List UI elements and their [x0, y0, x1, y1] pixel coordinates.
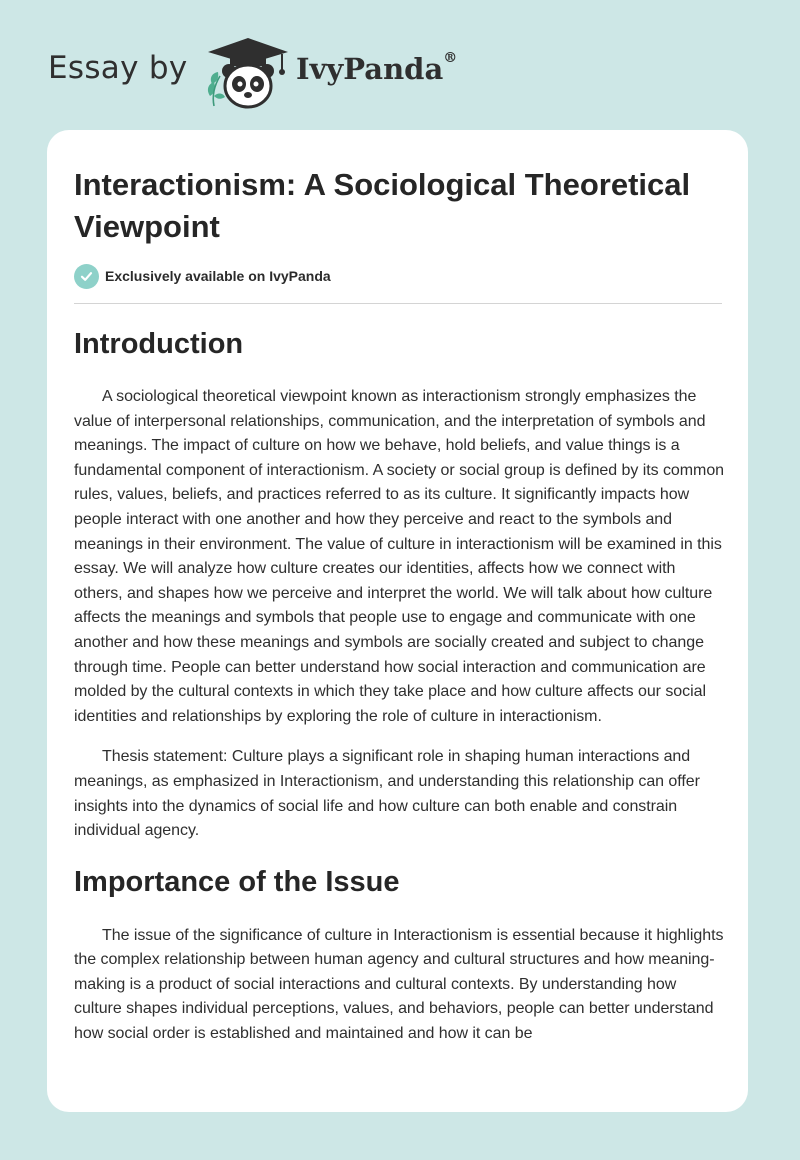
- paragraph-thesis-statement: Thesis statement: Culture plays a significant role in shaping human interactions and meanings, as emphasized in Interactionism, and understanding this relationship can offer insights into the dynamics of social life and how culture can both enable and constrain individual agency.: [74, 748, 700, 840]
- ivypanda-logo-icon[interactable]: [200, 34, 296, 110]
- essay-title: Interactionism: A Sociological Theoretical Viewpoint: [74, 167, 691, 244]
- essay-card: [47, 130, 748, 1112]
- essay-by-label: Essay by: [48, 50, 188, 86]
- check-icon: [74, 264, 99, 289]
- site-header: [0, 0, 800, 130]
- divider: [74, 303, 722, 304]
- section-heading-importance: Importance of the Issue: [74, 865, 400, 898]
- exclusive-badge: [74, 263, 331, 289]
- ivypanda-brand-name[interactable]: IvyPanda®: [296, 50, 458, 86]
- exclusive-badge-label: Exclusively available on IvyPanda: [105, 268, 331, 284]
- paragraph-introduction-1: A sociological theoretical viewpoint known as interactionism strongly emphasizes the value of interpersonal relationships, communication, and the interpretation of symbols and meanings. The impact of culture on how we behave, hold beliefs, and value things is a fundamental component of interactionism. A society or social group is defined by its common rules, values, beliefs, and practices referred to as its culture. It significantly impacts how people interact with one another and how they perceive and react to the symbols and meanings in their environment. The value of culture in interactionism will be examined in this essay. We will analyze how culture creates our identities, affects how we connect with others, and shapes how we perceive and interpret the world. We will talk about how culture affects the meanings and symbols that people use to engage and communicate with one another and how these meanings and symbols are socially created and subject to change through time. People can better understand how social interaction and communication are molded by the cultural contexts in which they take place and how culture affects our social identities and relationships by exploring the role of culture in interactionism.: [74, 388, 725, 725]
- essay-body: [74, 326, 724, 1047]
- paragraph-importance-1: The issue of the significance of culture in Interactionism is essential because it highlights the complex relationship between human agency and cultural structures and how meaning-making is a product of social interactions and cultural contexts. By understanding how culture shapes individual perceptions, values, and behaviors, people can better understand how social order is established and maintained and how it can be: [74, 926, 724, 1043]
- section-heading-introduction: Introduction: [74, 328, 244, 360]
